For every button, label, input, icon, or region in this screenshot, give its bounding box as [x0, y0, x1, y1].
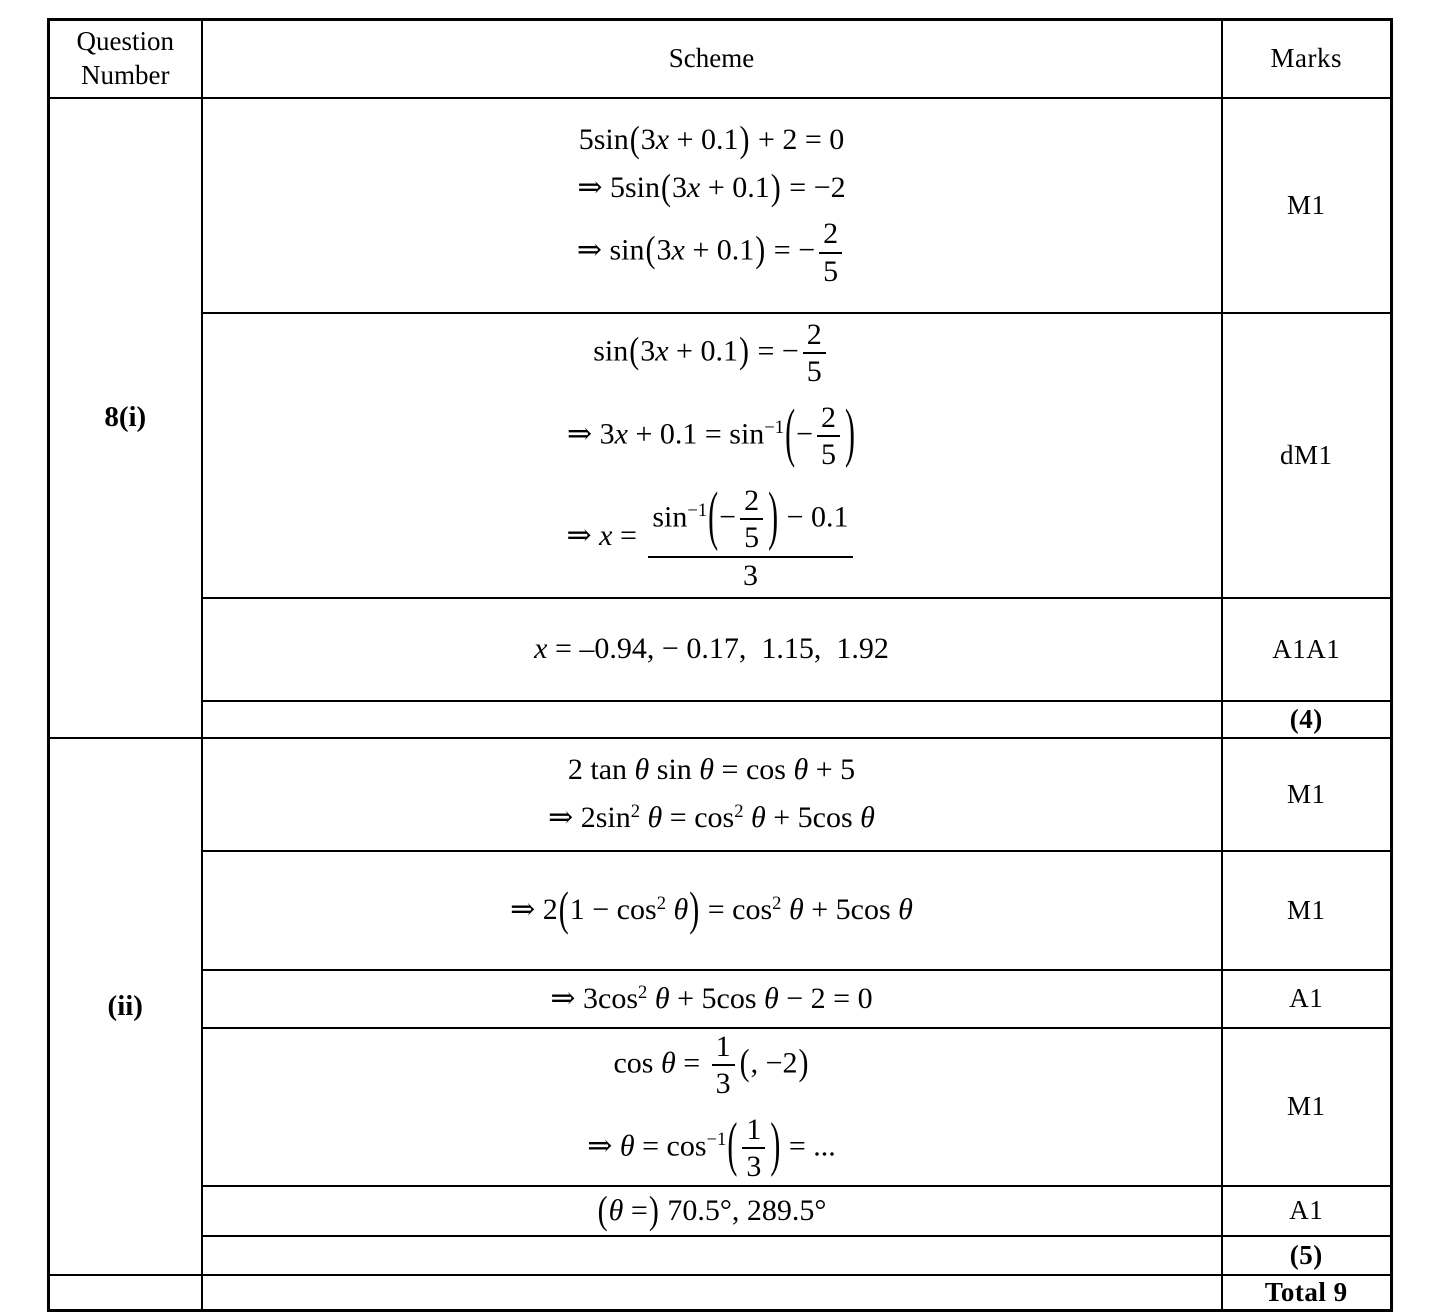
equation-block: [203, 883, 1221, 936]
header-question-number: Question Number: [49, 20, 202, 98]
table-row-8i-subtotal: [49, 701, 1392, 738]
parenthesis: (: [739, 1041, 750, 1083]
parenthesis: ): [738, 329, 749, 372]
table-row-8i-answer: [49, 598, 1392, 701]
parenthesis: ): [845, 396, 856, 470]
header-scheme: Scheme: [202, 20, 1222, 98]
parenthesis: ): [739, 118, 750, 160]
mark-scheme-table: [47, 18, 1393, 1312]
equation-block: [203, 1031, 1221, 1183]
parenthesis: (: [645, 229, 656, 271]
fraction: $\frac{1}{3}$: [742, 1114, 765, 1183]
marks-cell-8i-step2: dM1: [1222, 313, 1392, 598]
scheme-cell-ii-step4: [202, 1028, 1222, 1186]
parenthesis: (: [558, 883, 569, 936]
marks-cell-ii-step1: M1: [1222, 738, 1392, 851]
equation-block: [203, 632, 1221, 666]
fraction: $\frac{2}{5}$: [740, 485, 763, 554]
marks-cell-ii-step4: M1: [1222, 1028, 1392, 1186]
equation-block: [203, 118, 1221, 288]
equation-line: 2 tan θ sin θ = cos θ + 5: [567, 753, 856, 787]
equation-line: 5sin(3x + 0.1) + 2 = 0: [578, 118, 845, 160]
question-cell-total-empty: [49, 1275, 202, 1311]
equation-line: cos θ = $\frac{1}{3}$ (, −2): [613, 1029, 809, 1100]
scheme-cell-total-empty: [202, 1275, 1222, 1311]
table-row-ii-step3: [49, 970, 1392, 1028]
equation-line: ⇒ sin(3x + 0.1) = − $\frac{2}{5}$: [577, 218, 846, 287]
scheme-cell-8i-subtotal-empty: [202, 701, 1222, 738]
table-row-ii-step2: [49, 851, 1392, 970]
marks-cell-ii-answer: A1: [1222, 1186, 1392, 1236]
table-row-ii-step4: [49, 1028, 1392, 1186]
parenthesis: ): [768, 480, 779, 553]
parenthesis: ): [755, 229, 766, 271]
table-row-8i-step1: [49, 98, 1392, 313]
fraction: $\frac{2}{5}$: [819, 218, 842, 287]
marks-cell-total: Total 9: [1222, 1275, 1392, 1311]
marks-cell-8i-answer: A1A1: [1222, 598, 1392, 701]
equation-line: ⇒ $2\sin^2$ $\theta = \cos^2 \theta + 5\cos$ θ: [548, 800, 875, 834]
scheme-cell-ii-subtotal-empty: [202, 1236, 1222, 1275]
parenthesis: ): [648, 1188, 659, 1232]
equation-line: x = –0.94, − 0.17, 1.15, 1.92: [534, 632, 889, 666]
equation-block: [203, 982, 1221, 1016]
parenthesis: (: [727, 1112, 738, 1179]
parenthesis: ): [770, 1112, 781, 1179]
parenthesis: (: [708, 480, 719, 553]
equation-line: ⇒ $3\cos^2$ θ + 5cos θ − 2 = 0: [550, 981, 873, 1015]
question-label-ii: (ii): [49, 738, 202, 1275]
scheme-cell-8i-step2: [202, 313, 1222, 598]
marks-cell-ii-step2: M1: [1222, 851, 1392, 970]
parenthesis: ): [689, 883, 700, 936]
table-row-8i-step2: [49, 313, 1392, 598]
parenthesis: (: [661, 166, 672, 208]
parenthesis: (: [629, 118, 640, 160]
fraction: $\frac{2}{5}$: [803, 319, 826, 388]
scheme-cell-8i-step1: [202, 98, 1222, 313]
fraction: $\sin^{-1}(-$ $\frac{2}{5}$ ) − 0.1 3: [648, 485, 852, 592]
parenthesis: (: [597, 1188, 608, 1232]
marks-cell-ii-step3: A1: [1222, 970, 1392, 1028]
equation-line: sin(3x + 0.1) = − $\frac{2}{5}$: [593, 319, 830, 388]
equation-line: ⇒ $\theta = \cos^{-1}$( $\frac{1}{3}$ ) = ...: [587, 1112, 836, 1183]
equation-line: ⇒ $2(1 - \cos^2 \theta) = \cos^2 \theta + 5\cos$ θ: [510, 883, 913, 936]
fraction: $\frac{2}{5}$: [817, 402, 840, 471]
equation-block: [203, 753, 1221, 834]
table-row-ii-answer: [49, 1186, 1392, 1236]
question-label-8i: 8(i): [49, 98, 202, 738]
equation-block: [203, 1188, 1221, 1232]
marks-cell-8i-step1: M1: [1222, 98, 1392, 313]
table-row-ii-subtotal: [49, 1236, 1392, 1275]
parenthesis: ): [770, 166, 781, 208]
scheme-cell-ii-step1: [202, 738, 1222, 851]
scheme-cell-ii-step3: [202, 970, 1222, 1028]
equation-line: ⇒ 5sin(3x + 0.1) = −2: [577, 166, 846, 208]
header-marks: Marks: [1222, 20, 1392, 98]
scheme-cell-8i-answer: [202, 598, 1222, 701]
equation-line: (θ =) 70.5°, 289.5°: [597, 1188, 827, 1232]
scheme-cell-ii-answer: [202, 1186, 1222, 1236]
parenthesis: (: [785, 396, 796, 470]
table-row-total: [49, 1275, 1392, 1311]
marks-cell-8i-subtotal: (4): [1222, 701, 1392, 738]
fraction: $\frac{1}{3}$: [712, 1031, 735, 1100]
equation-block: [203, 319, 1221, 592]
table-header-row: [49, 20, 1392, 98]
equation-line: ⇒ $3x + 0.1 = \sin^{-1}(-$ $\frac{2}{5}$ ): [566, 396, 856, 472]
equation-line: ⇒ x = $\sin^{-1}(-$ $\frac{2}{5}$ ) − 0.1 3: [566, 485, 856, 592]
scheme-cell-ii-step2: [202, 851, 1222, 970]
table-row-ii-step1: [49, 738, 1392, 851]
parenthesis: ): [798, 1041, 809, 1083]
marks-cell-ii-subtotal: (5): [1222, 1236, 1392, 1275]
parenthesis: (: [629, 329, 640, 372]
